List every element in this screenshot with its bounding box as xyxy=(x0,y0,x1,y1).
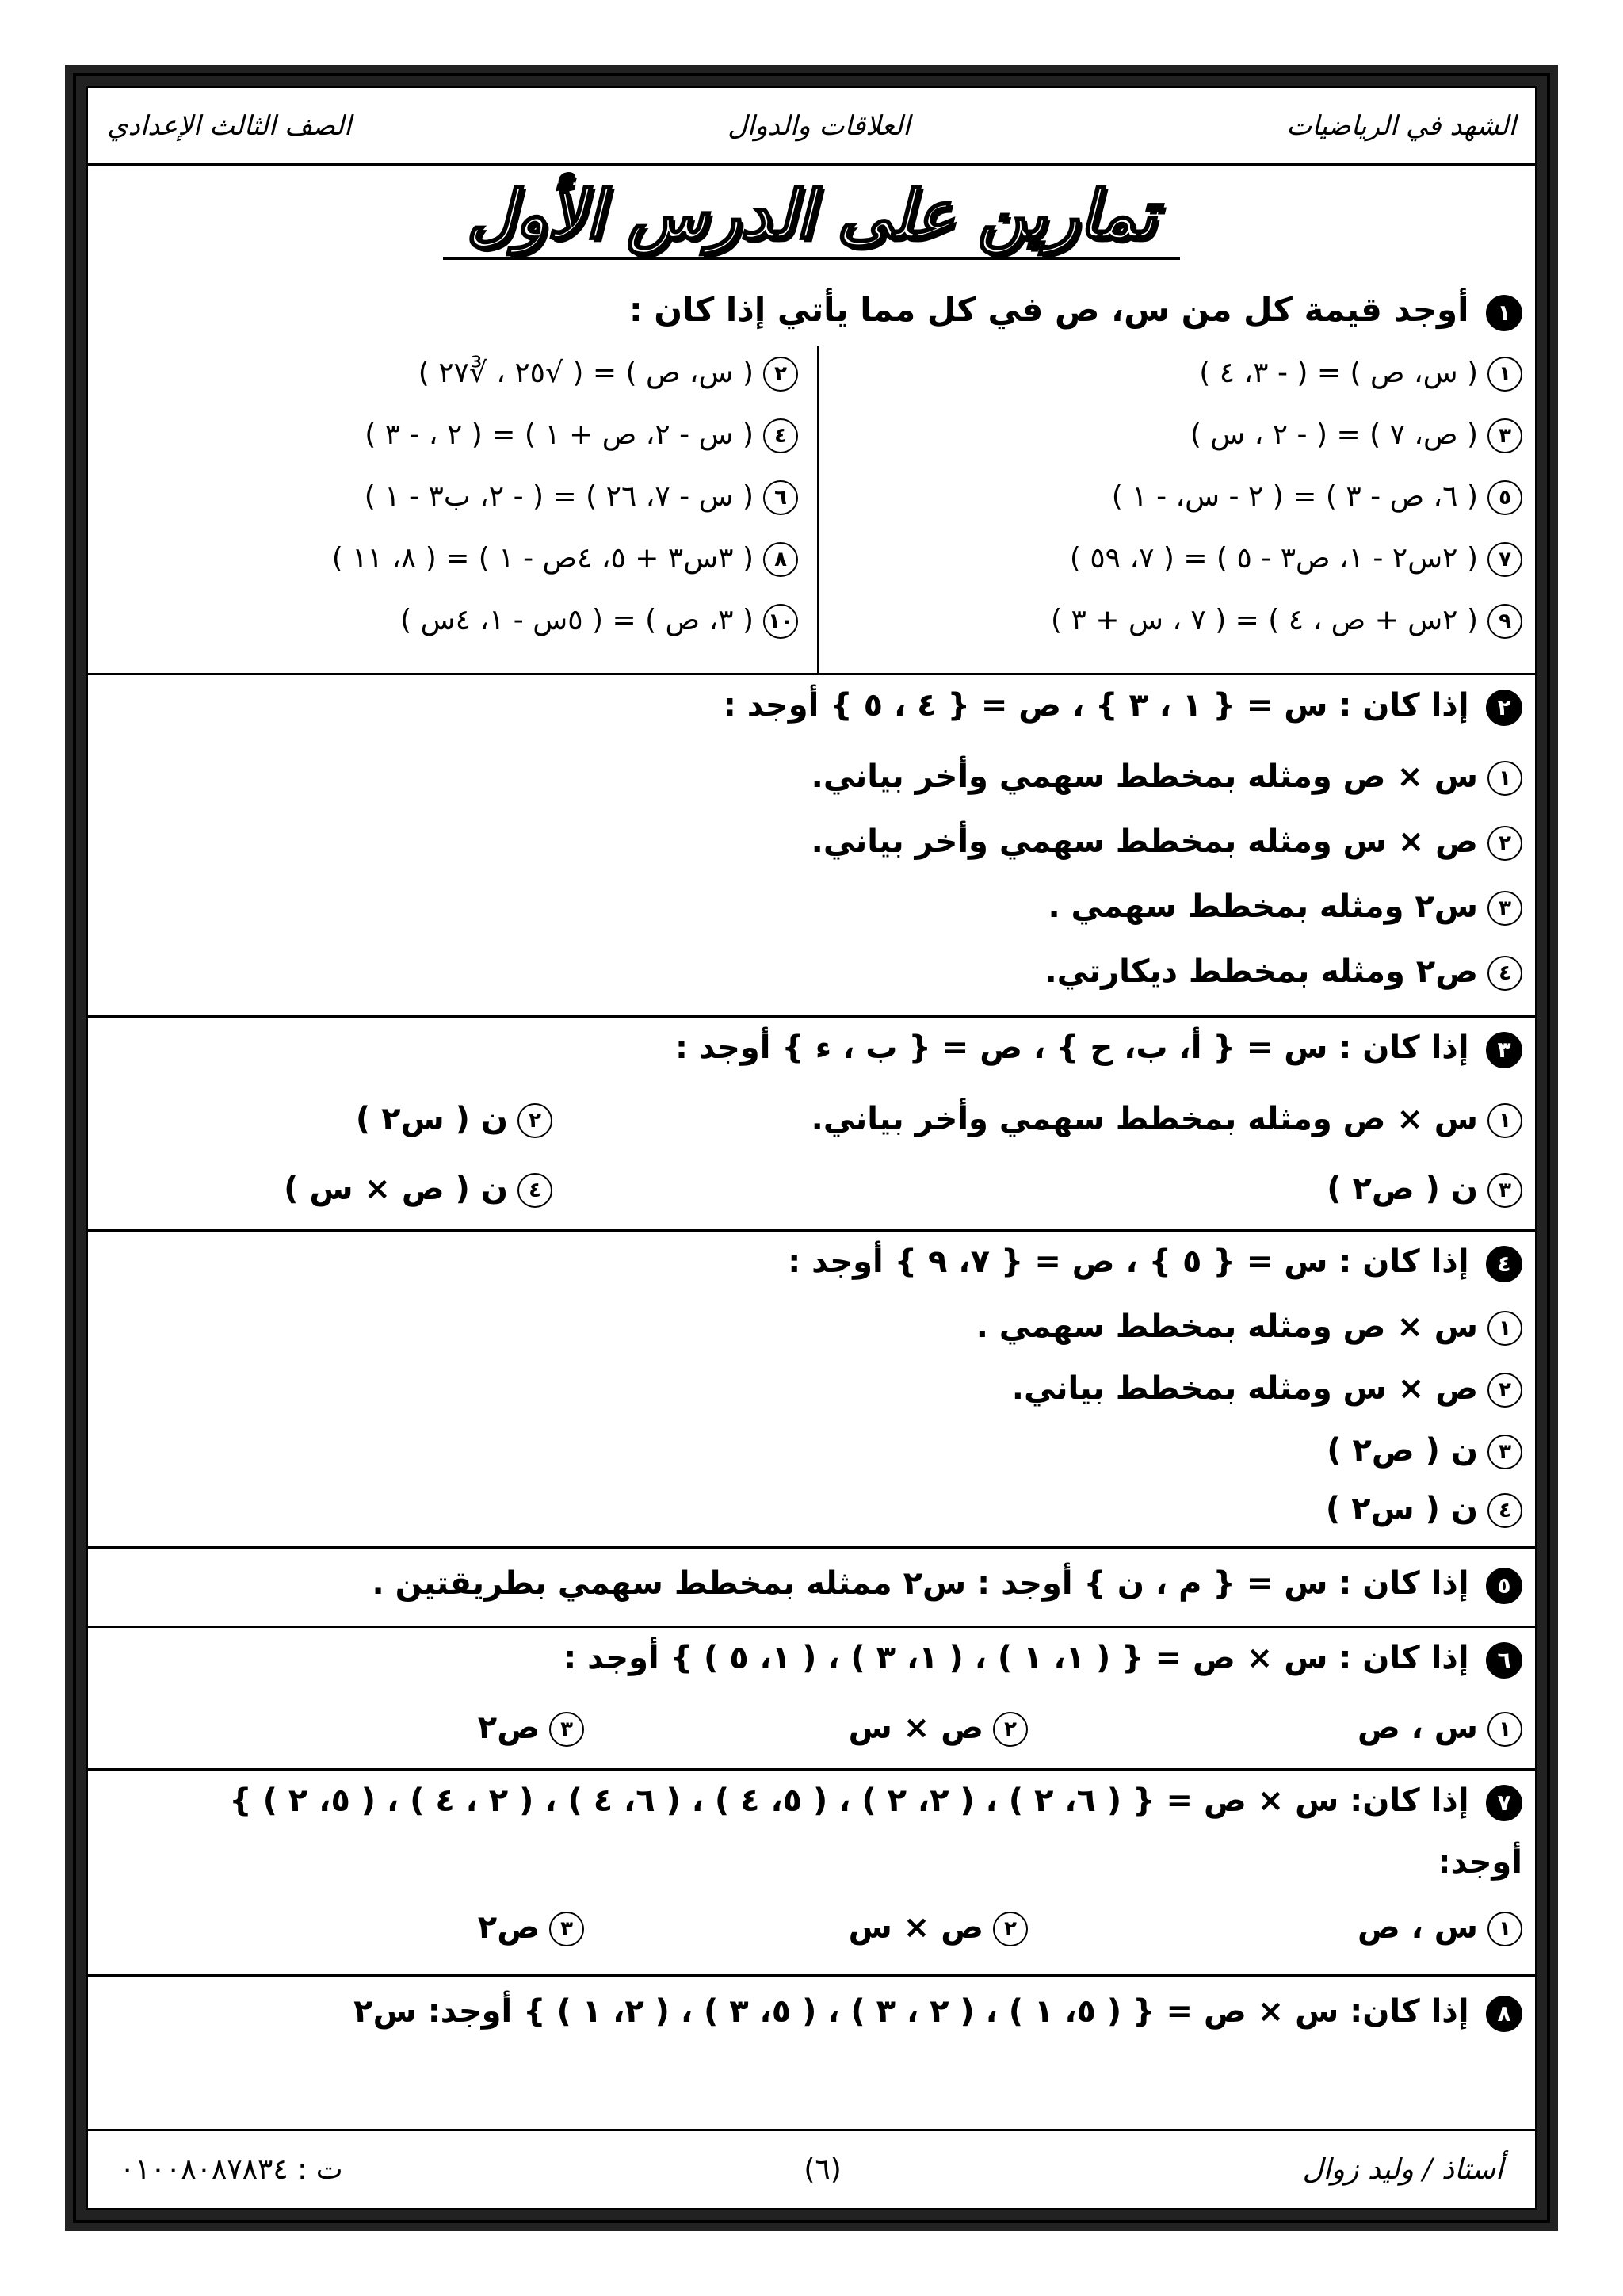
question-6-heading xyxy=(563,1640,1522,1679)
list-item xyxy=(284,1171,552,1208)
item-number: ٢ xyxy=(993,1912,1028,1946)
find-label: أوجد: xyxy=(1438,1844,1522,1881)
item-text: ن ( ص٢ ) xyxy=(1327,1432,1478,1469)
list-item xyxy=(332,542,798,577)
question-number: ٨ xyxy=(1486,1996,1522,2032)
footer-phone: ت : ٠١٠٠٨٠٨٧٨٣٤ xyxy=(120,2153,343,2186)
item-number: ٢ xyxy=(1487,1373,1522,1408)
item-number: ٩ xyxy=(1487,604,1522,639)
item-number: ٧ xyxy=(1487,542,1522,577)
item-number: ٤ xyxy=(517,1173,552,1208)
question-text: إذا كان : س × ص = { ( ١، ١ ) ، ( ١، ٣ ) ، ( ١، ٥ ) } أوجد : xyxy=(563,1640,1469,1676)
list-item xyxy=(418,357,798,392)
list-item xyxy=(365,480,798,515)
question-7-find xyxy=(1438,1844,1522,1881)
page-header xyxy=(88,88,1535,166)
item-number: ٣ xyxy=(1487,891,1522,926)
item-text: ( س، ص ) = ( √٢٥ ، ∛٢٧ ) xyxy=(418,357,754,389)
list-item xyxy=(1048,888,1522,926)
question-text: إذا كان : س = { أ، ب، ح } ، ص = { ب ، ء } أوجد : xyxy=(674,1030,1469,1066)
list-item xyxy=(478,1909,584,1946)
question-2-heading xyxy=(724,687,1522,726)
item-text: ( ٣، ص ) = ( ٥س - ١، ٤س ) xyxy=(400,604,754,636)
question-8-heading xyxy=(353,1993,1522,2032)
item-text: س × ص ومثله بمخطط سهمي وأخر بياني. xyxy=(811,758,1478,795)
list-item xyxy=(400,604,798,639)
item-number: ١ xyxy=(1487,1912,1522,1946)
list-item xyxy=(1358,1909,1522,1946)
item-text: ص × س ومثله بمخطط سهمي وأخر بياني. xyxy=(811,823,1478,860)
question-3 xyxy=(88,1015,1535,1232)
page-title: تمارين على الدرس الأول xyxy=(443,175,1180,260)
question-text: إذا كان : س = { ١ ، ٣ } ، ص = { ٤ ، ٥ } أوجد : xyxy=(723,687,1469,724)
item-number: ٢ xyxy=(763,357,798,392)
item-text: ( س - ٧، ٢٦ ) = ( - ٢، ب٣ - ١ ) xyxy=(364,480,754,513)
item-text: ص × س ومثله بمخطط بياني. xyxy=(1011,1370,1478,1407)
header-grade: الصف الثالث الإعدادي xyxy=(107,109,352,142)
item-number: ٣ xyxy=(1487,418,1522,453)
question-7 xyxy=(88,1768,1535,1977)
column-divider xyxy=(817,346,819,673)
list-item xyxy=(1112,480,1522,515)
item-number: ٤ xyxy=(1487,1493,1522,1528)
question-2 xyxy=(88,673,1535,1018)
list-item xyxy=(1044,953,1522,991)
question-number: ٤ xyxy=(1486,1246,1522,1282)
header-book-name: الشهد في الرياضيات xyxy=(1286,109,1516,142)
item-text: ( ٦، ص - ٣ ) = ( ٢ - س، - ١ ) xyxy=(1111,480,1478,513)
item-number: ١٠ xyxy=(763,604,798,639)
item-number: ٢ xyxy=(993,1712,1028,1747)
question-3-heading xyxy=(675,1030,1522,1068)
header-unit: العلاقات والدوال xyxy=(727,109,911,142)
item-number: ٢ xyxy=(1487,826,1522,861)
question-6 xyxy=(88,1626,1535,1771)
list-item xyxy=(1012,1370,1522,1408)
item-number: ٣ xyxy=(1487,1173,1522,1208)
item-text: س × ص ومثله بمخطط سهمي وأخر بياني. xyxy=(811,1101,1478,1137)
item-text: ص٢ xyxy=(477,1710,540,1746)
question-number: ٥ xyxy=(1486,1568,1522,1604)
list-item xyxy=(1190,418,1522,453)
list-item xyxy=(478,1710,584,1747)
question-number: ١ xyxy=(1486,295,1522,331)
list-item xyxy=(812,758,1522,796)
item-text: ( س - ٢، ص + ١ ) = ( ٢ ، - ٣ ) xyxy=(365,418,754,451)
item-text: س ، ص xyxy=(1357,1710,1478,1746)
question-8 xyxy=(88,1974,1535,2125)
question-text: إذا كان: س × ص = { ( ٦، ٢ ) ، ( ٢، ٢ ) ، ( ٥، ٤ ) ، ( ٦، ٤ ) ، ( ٢ ، ٤ ) ، ( ٥، ٢ ) } xyxy=(229,1782,1469,1819)
item-text: ( ص، ٧ ) = ( - ٢ ، س ) xyxy=(1190,418,1478,451)
item-text: ن ( ص٢ ) xyxy=(1327,1171,1478,1207)
item-number: ٥ xyxy=(1487,480,1522,515)
question-text: أوجد قيمة كل من س، ص في كل مما يأتي إذا كان : xyxy=(628,290,1469,329)
question-7-heading xyxy=(229,1782,1522,1821)
question-5 xyxy=(88,1546,1535,1628)
list-item xyxy=(365,418,798,453)
item-text: ص٢ xyxy=(477,1909,540,1946)
item-number: ١ xyxy=(1487,761,1522,796)
question-text: إذا كان : س = { م ، ن } أوجد : س٢ ممثله بمخطط سهمي بطريقتين . xyxy=(372,1565,1469,1602)
question-number: ٢ xyxy=(1486,690,1522,726)
page-border xyxy=(65,65,1558,2231)
item-text: ( س، ص ) = ( - ٣، ٤ ) xyxy=(1199,357,1478,389)
item-number: ٢ xyxy=(517,1103,552,1138)
item-number: ١ xyxy=(1487,357,1522,392)
list-item xyxy=(976,1308,1522,1346)
question-number: ٦ xyxy=(1486,1642,1522,1679)
list-item xyxy=(356,1101,552,1138)
item-text: س٢ ومثله بمخطط سهمي . xyxy=(1048,888,1478,925)
page-footer xyxy=(88,2129,1535,2208)
item-number: ٤ xyxy=(1487,956,1522,991)
page-content xyxy=(86,86,1537,2210)
item-text: س × ص ومثله بمخطط سهمي . xyxy=(976,1308,1478,1345)
question-number: ٧ xyxy=(1486,1785,1522,1821)
title-area xyxy=(88,175,1535,260)
list-item xyxy=(1327,1171,1522,1208)
item-number: ١ xyxy=(1487,1712,1522,1747)
item-text: ( ٢س٢ - ١، ص٣ - ٥ ) = ( ٧، ٥٩ ) xyxy=(1069,542,1478,575)
list-item xyxy=(812,823,1522,861)
list-item xyxy=(1327,1432,1522,1469)
list-item xyxy=(1358,1710,1522,1747)
list-item xyxy=(1326,1491,1522,1528)
question-5-heading xyxy=(372,1565,1522,1604)
page-number: (٦) xyxy=(804,2153,842,2186)
item-text: ن ( ص × س ) xyxy=(284,1171,508,1207)
question-text: إذا كان: س × ص = { ( ٥، ١ ) ، ( ٢ ، ٣ ) ، ( ٥، ٣ ) ، ( ٢، ١ ) } أوجد: س٢ xyxy=(353,1993,1469,2030)
item-number: ٣ xyxy=(549,1712,584,1747)
item-number: ١ xyxy=(1487,1103,1522,1138)
item-number: ٨ xyxy=(763,542,798,577)
question-number: ٣ xyxy=(1486,1032,1522,1068)
item-text: ن ( س٢ ) xyxy=(1325,1491,1478,1527)
list-item xyxy=(849,1909,1028,1946)
list-item xyxy=(1070,542,1522,577)
item-number: ٣ xyxy=(549,1912,584,1946)
item-number: ٣ xyxy=(1487,1435,1522,1469)
question-1 xyxy=(88,290,1535,675)
list-item xyxy=(849,1710,1028,1747)
item-text: ( ٢س + ص ، ٤ ) = ( ٧ ، س + ٣ ) xyxy=(1051,604,1478,636)
question-4-heading xyxy=(788,1244,1522,1282)
list-item xyxy=(1199,357,1522,392)
item-text: ص × س xyxy=(848,1710,983,1746)
item-text: ص × س xyxy=(848,1909,983,1946)
item-number: ٦ xyxy=(763,480,798,515)
item-number: ١ xyxy=(1487,1311,1522,1346)
item-text: ص٢ ومثله بمخطط ديكارتي. xyxy=(1044,953,1478,990)
footer-teacher: أستاذ / وليد زوال xyxy=(1302,2153,1503,2186)
list-item xyxy=(1051,604,1522,639)
item-text: ( ٣س٣ + ٥، ٤ص - ١ ) = ( ٨، ١١ ) xyxy=(331,542,754,575)
question-text: إذا كان : س = { ٥ } ، ص = { ٧، ٩ } أوجد : xyxy=(788,1244,1469,1280)
item-text: ن ( س٢ ) xyxy=(355,1101,508,1137)
question-4 xyxy=(88,1229,1535,1549)
list-item xyxy=(812,1101,1522,1138)
question-1-heading xyxy=(629,290,1522,331)
item-number: ٤ xyxy=(763,418,798,453)
item-text: س ، ص xyxy=(1357,1909,1478,1946)
